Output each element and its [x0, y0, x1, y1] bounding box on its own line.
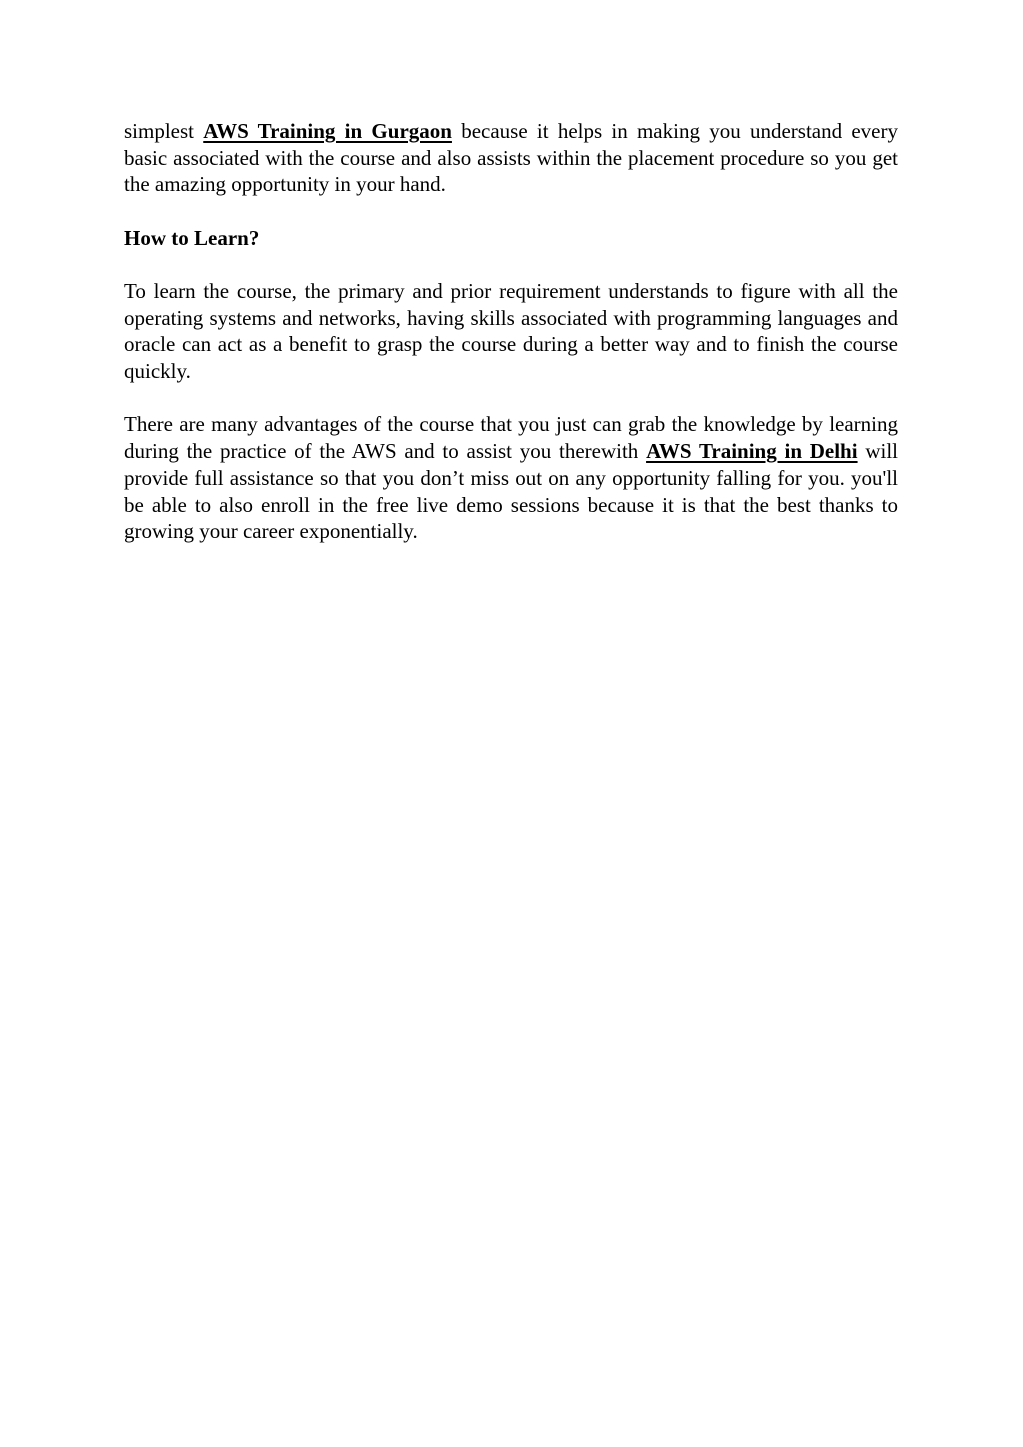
advantages-text-after: will provide full assistance so that you don’t miss out on any opportunity falling for you. you'll be able to also enroll in the free live demo sessions because it is that the best thanks to growing your career exponentially.	[124, 439, 898, 544]
aws-training-delhi-link[interactable]: AWS Training in Delhi	[646, 439, 858, 464]
document-page	[124, 118, 898, 545]
requirements-paragraph: To learn the course, the primary and prior requirement understands to figure with all the operating systems and networks, having skills associated with programming languages and oracle can act as a benefit to grasp the course during a better way and to finish the course quickly.	[124, 279, 898, 384]
paragraph-spacer	[124, 198, 898, 225]
intro-text-before: simplest	[124, 119, 204, 143]
paragraph-spacer	[124, 251, 898, 278]
advantages-paragraph	[124, 411, 898, 545]
intro-text-after: because it helps in making you understand every basic associated with the course and also assists within the placement procedure so you get the amazing opportunity in your hand.	[124, 119, 898, 197]
paragraph-spacer	[124, 385, 898, 412]
advantages-text-before: There are many advantages of the course that you just can grab the knowledge by learning during the practice of the AWS and to assist you therewith	[124, 412, 898, 464]
intro-paragraph	[124, 118, 898, 198]
section-heading: How to Learn?	[124, 225, 260, 250]
aws-training-gurgaon-link[interactable]: AWS Training in Gurgaon	[203, 119, 452, 143]
